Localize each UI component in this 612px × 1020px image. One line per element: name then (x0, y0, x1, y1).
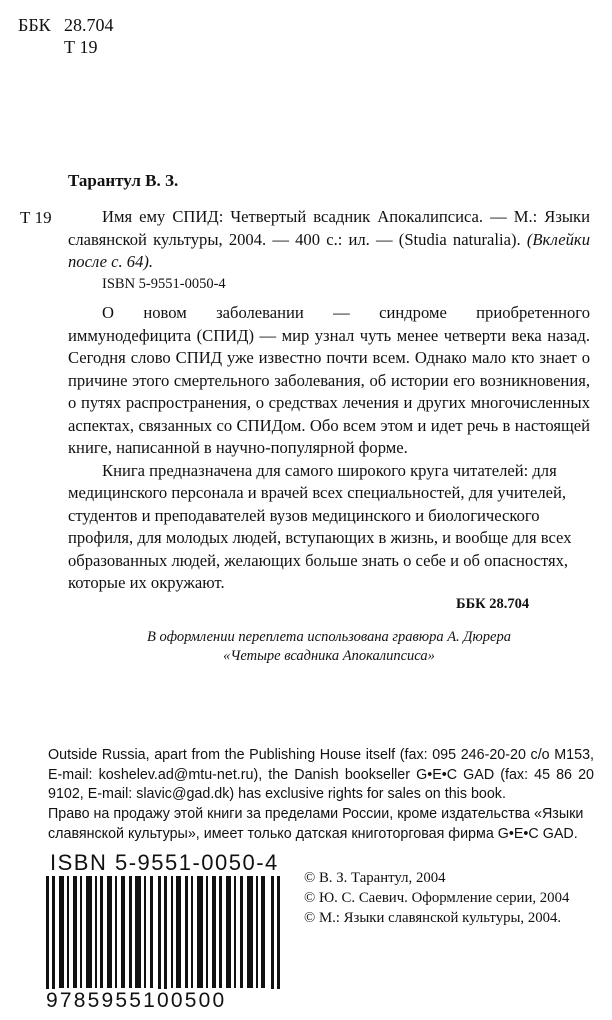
barcode-bar (164, 876, 167, 994)
copyright-line: © Ю. С. Саевич. Оформление серии, 2004 (304, 890, 570, 906)
barcode-bar (46, 876, 49, 994)
barcode-bar (73, 876, 77, 988)
barcode-bar (121, 876, 125, 988)
barcode-bar (277, 876, 280, 994)
barcode-bar (144, 876, 146, 988)
description-text: Имя ему СПИД: Четвертый всадник Апокалипсиса. — М.: Языки славянской культуры, 2004. — 400 с.: ил. — (Studia naturalia). (68, 207, 590, 249)
author-name: Тарантул В. З. (68, 171, 179, 190)
annotation-paragraph: Книга предназначена для самого широкого круга читателей: для медицинского персонала и врачей всех специальностей, для учителей, студентов и преподавателей вузов медицинского и биологического профиля, для молодых людей, вступающих в жизнь, и вообще для всех образованных людей, желающих больше знать о себе и об опасностях, которые их окружают. (68, 460, 572, 592)
rights-russian: Право на продажу этой книги за пределами России, кроме издательства «Языки славянской культуры», имеет только датская книготорговая фирма G•E•C GAD. (48, 806, 584, 842)
cover-credit-line: В оформлении переплета использована гравюра А. Дюрера (147, 629, 511, 645)
isbn-number: ISBN 5-9551-0050-4 (102, 276, 226, 292)
margin-author-code: Т 19 (20, 208, 52, 227)
barcode-bar (129, 876, 132, 988)
barcode-bar (247, 876, 253, 988)
barcode-bar (261, 876, 265, 988)
cover-credit (68, 628, 590, 666)
barcode-bar (67, 876, 69, 988)
barcode-bar (59, 876, 64, 988)
barcode-bar (271, 876, 274, 994)
barcode-bar (107, 876, 112, 988)
annotation-paragraph: О новом заболевании — синдроме приобретенного иммунодефицита (СПИД) — мир узнал чуть менее четверти века назад. Сегодня слово СПИД уже известно почти всем. Однако мало кто знает о причине этого смертельного заболевания, об истории его возникновения, о путях распространения, о средствах лечения и других многочисленных аспектах, связанных со СПИДом. Обо всем этом и идет речь в настоящей книге, написанной в научно-популярной форме. (68, 303, 590, 457)
copyright-line: © В. З. Тарантул, 2004 (304, 870, 446, 886)
barcode-bar (197, 876, 203, 988)
barcode-bar (135, 876, 141, 988)
copyright-line: © М.: Языки славянской культуры, 2004. (304, 910, 562, 926)
barcode-bar (212, 876, 216, 988)
annotation (68, 302, 590, 595)
barcode-bar (176, 876, 181, 988)
barcode-bar (234, 876, 236, 988)
cover-credit-line: «Четыре всадника Апокалипсиса» (223, 648, 435, 664)
bbk-label: ББК (18, 15, 51, 35)
barcode-bar (80, 876, 82, 988)
barcode-bar (86, 876, 92, 988)
barcode-bar (256, 876, 258, 988)
barcode (46, 876, 280, 994)
barcode-isbn-label: ISBN 5-9551-0050-4 (50, 850, 279, 875)
inserts-note: (Вклейки после с. 64). (68, 229, 590, 271)
barcode-digits: 9785955100500 (46, 989, 280, 1013)
barcode-bar (150, 876, 153, 988)
barcode-bar (240, 876, 243, 988)
copyright-notices (304, 868, 569, 928)
barcode-bar (100, 876, 103, 988)
bbk-reference: ББК 28.704 (456, 596, 530, 612)
author-code: Т 19 (64, 37, 98, 57)
bbk-classification (18, 14, 114, 58)
barcode-bar (226, 876, 231, 988)
bbk-code: 28.704 (64, 15, 114, 35)
barcode-bar (158, 876, 161, 994)
barcode-bar (219, 876, 222, 988)
rights-english: Outside Russia, apart from the Publishing House itself (fax: 095 246-20-20 c/o M153, E-mail: koshelev.ad@mtu-net.ru), the Danish bookseller G•E•C GAD (fax: 45 86 20 9102, E-mail: slavic@gad.dk) has exclusive rights for sales on this book. (48, 747, 594, 802)
barcode-bar (171, 876, 173, 988)
bibliographic-description (68, 206, 590, 274)
barcode-bar (206, 876, 208, 988)
barcode-bar (95, 876, 97, 988)
barcode-bar (185, 876, 188, 988)
barcode-bar (191, 876, 193, 988)
barcode-bar (115, 876, 117, 988)
barcode-bar (52, 876, 55, 994)
